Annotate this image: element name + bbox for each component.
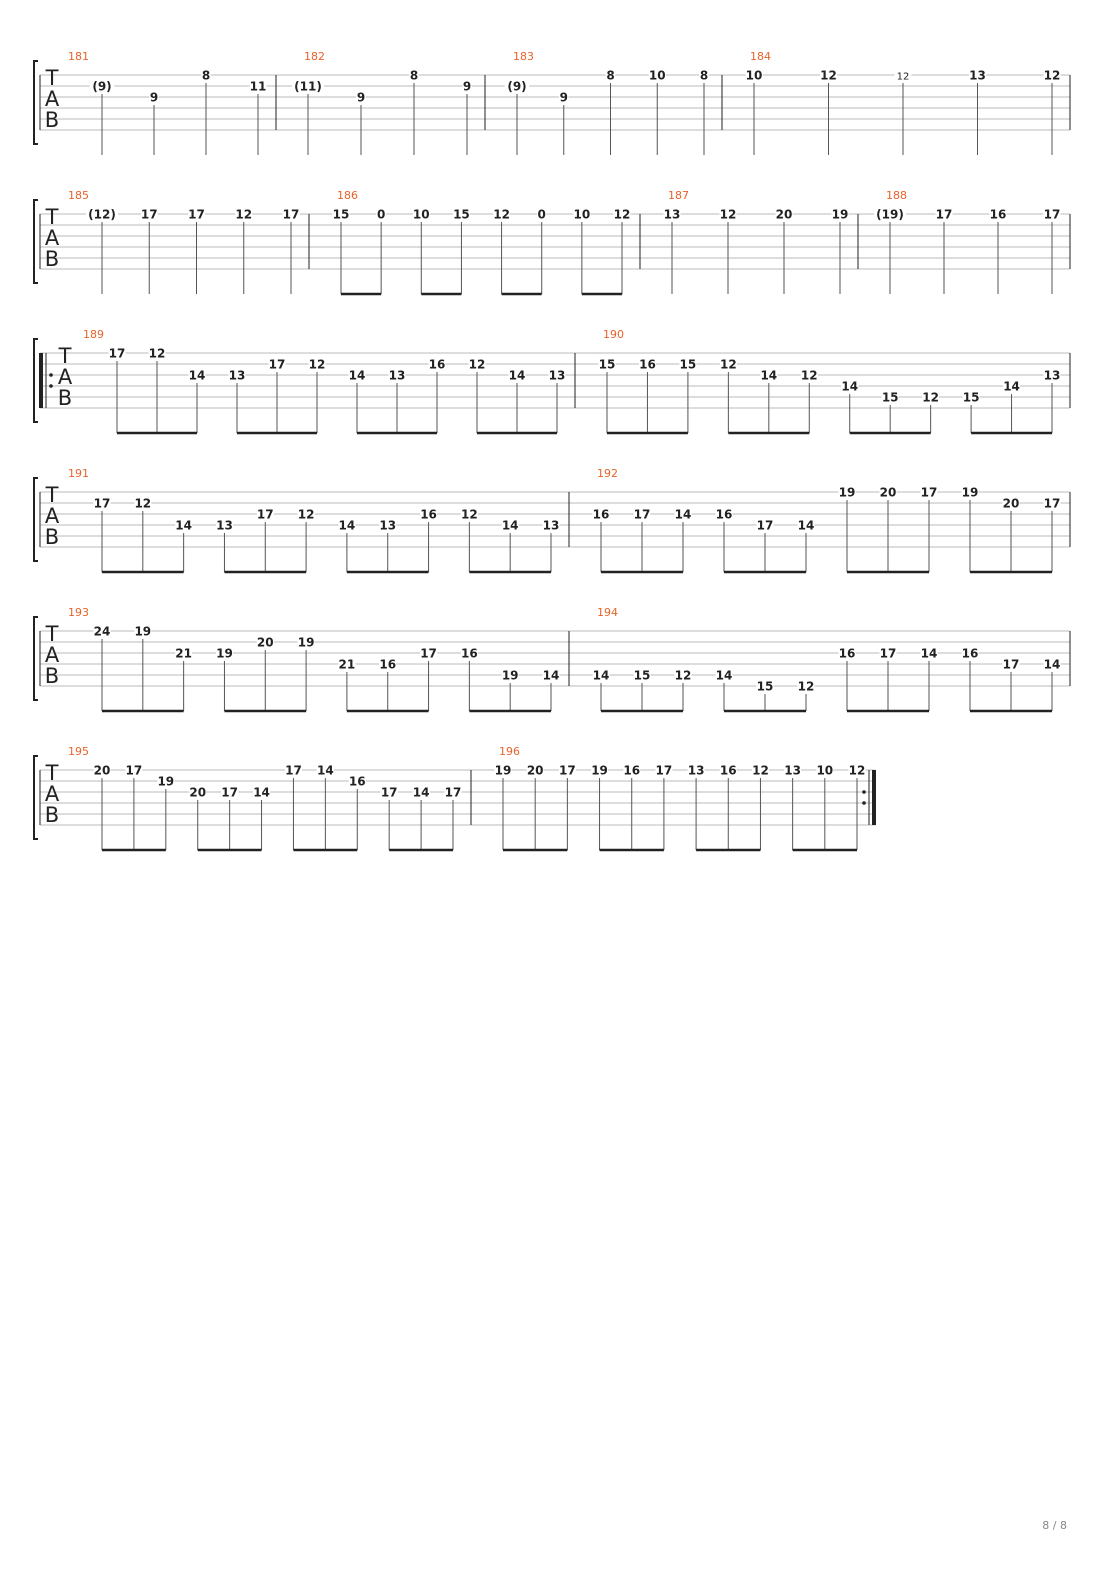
fret-number: 17 [1043,496,1061,511]
tab-letter: A [57,365,73,389]
fret-number: (9) [507,79,527,94]
fret-number: 19 [134,624,152,639]
system-bracket [34,200,38,283]
fret-number: 14 [1043,657,1061,672]
fret-number: 19 [501,668,519,683]
tab-letter: T [45,622,59,646]
fret-number: 19 [591,763,608,778]
measure-number: 186 [337,189,358,202]
fret-number: 17 [920,485,938,500]
fret-number: 12 [800,368,818,383]
repeat-dot [862,801,866,805]
fret-number: 15 [598,357,616,372]
fret-number: 8 [201,68,211,83]
fret-number: 12 [820,68,837,83]
fret-number: 16 [719,763,737,778]
fret-number: 14 [920,646,938,661]
fret-number: 17 [140,207,158,222]
fret-number: 14 [412,785,430,800]
fret-number: 17 [879,646,897,661]
fret-number: 15 [332,207,350,222]
fret-number: 19 [831,207,849,222]
system-bracket [34,478,38,561]
fret-number: 12 [297,507,315,522]
fret-number: 17 [633,507,651,522]
fret-number: 12 [719,207,737,222]
fret-number: 16 [639,357,656,372]
tab-letter: A [44,643,60,667]
tab-letter: B [44,803,60,827]
fret-number: 17 [268,357,286,372]
fret-number: 20 [879,485,897,500]
fret-number: 12 [848,763,866,778]
fret-number: 9 [356,90,366,105]
fret-number: 8 [699,68,709,83]
fret-number: 12 [896,71,910,83]
fret-number: 13 [388,368,406,383]
fret-number: 21 [175,646,192,661]
fret-number: 16 [838,646,856,661]
fret-number: (11) [294,79,322,94]
fret-number: 15 [756,679,774,694]
measure-number: 184 [750,50,771,63]
fret-number: 14 [501,518,519,533]
tab-system [34,745,875,850]
measure-number: 187 [668,189,689,202]
measure-number: 194 [597,606,618,619]
measure-number: 195 [68,745,89,758]
fret-number: 14 [674,507,692,522]
measure-number: 192 [597,467,618,480]
fret-number: 13 [216,518,233,533]
measure-number: 185 [68,189,89,202]
fret-number: 19 [961,485,979,500]
fret-number: 24 [93,624,111,639]
tab-letter: A [44,504,60,528]
repeat-dot [862,790,866,794]
repeat-dot [49,373,53,377]
fret-number: 14 [338,518,356,533]
fret-number: 20 [526,763,544,778]
fret-number: (12) [88,207,116,222]
tab-letter: A [44,226,60,250]
system-bracket [34,339,38,422]
fret-number: 17 [444,785,462,800]
fret-number: 17 [1002,657,1020,672]
fret-number: 8 [606,68,615,83]
fret-number: 19 [494,763,512,778]
fret-number: 16 [989,207,1007,222]
fret-number: 9 [462,79,472,94]
fret-number: 12 [134,496,152,511]
fret-number: 17 [108,346,126,361]
fret-number: 14 [188,368,206,383]
fret-number: 14 [317,763,334,778]
measure-number: 190 [603,328,624,341]
measure-number: 181 [68,50,89,63]
tab-letter: B [44,247,60,271]
fret-number: 12 [922,390,939,405]
measure-number: 183 [513,50,534,63]
fret-number: 15 [633,668,651,683]
fret-number: 17 [756,518,774,533]
measure-number: 182 [304,50,325,63]
fret-number: 17 [285,763,302,778]
measure-number: 189 [83,328,104,341]
fret-number: 17 [559,763,576,778]
fret-number: 14 [841,379,859,394]
fret-number: 14 [508,368,526,383]
system-bracket [34,617,38,700]
measure-number: 191 [68,467,89,480]
fret-number: 20 [93,763,111,778]
tab-letter: T [45,205,59,229]
measure-number: 188 [886,189,907,202]
fret-number: 15 [962,390,980,405]
fret-number: (9) [92,79,112,94]
fret-number: 9 [559,90,568,105]
fret-number: 12 [1043,68,1061,83]
fret-number: 12 [493,207,510,222]
fret-number: 17 [935,207,953,222]
fret-number: 14 [348,368,366,383]
fret-number: 10 [573,207,591,222]
fret-number: 19 [216,646,233,661]
fret-number: 20 [256,635,274,650]
fret-number: 19 [297,635,315,650]
fret-number: 10 [648,68,666,83]
fret-number: 12 [461,507,478,522]
fret-number: 16 [461,646,478,661]
fret-number: 9 [149,90,159,105]
fret-number: 14 [760,368,778,383]
tab-letter: T [45,66,59,90]
measure-number: 193 [68,606,89,619]
repeat-dot [49,384,53,388]
fret-number: 10 [412,207,430,222]
fret-number: 20 [189,785,207,800]
fret-number: 13 [969,68,986,83]
fret-number: 10 [745,68,763,83]
fret-number: 15 [881,390,899,405]
tab-letter: B [57,386,73,410]
fret-number: 12 [308,357,326,372]
fret-number: 13 [1043,368,1061,383]
fret-number: 10 [816,763,834,778]
fret-number: 8 [409,68,419,83]
fret-number: 11 [249,79,267,94]
tab-system [34,467,1070,572]
system-bracket [34,756,38,839]
fret-number: 12 [235,207,253,222]
fret-number: 14 [715,668,733,683]
fret-number: 14 [1003,379,1020,394]
fret-number: (19) [876,207,904,222]
fret-number: 12 [613,207,631,222]
fret-number: 13 [228,368,246,383]
fret-number: 14 [592,668,610,683]
fret-number: 16 [592,507,610,522]
fret-number: 13 [687,763,705,778]
fret-number: 17 [93,496,111,511]
fret-number: 15 [453,207,470,222]
tab-letter: B [44,525,60,549]
fret-number: 12 [468,357,486,372]
fret-number: 20 [1002,496,1020,511]
fret-number: 12 [797,679,815,694]
fret-number: 20 [775,207,793,222]
fret-number: 17 [221,785,238,800]
fret-number: 12 [752,763,769,778]
fret-number: 0 [537,207,546,222]
tab-system [34,328,1070,433]
tab-system [34,50,1070,155]
fret-number: 14 [253,785,270,800]
tab-letter: T [45,483,59,507]
fret-number: 17 [282,207,300,222]
fret-number: 17 [256,507,274,522]
fret-number: 17 [125,763,143,778]
measure-number: 196 [499,745,520,758]
tab-letter: B [44,108,60,132]
tab-system [34,189,1070,294]
tab-letter: T [45,761,59,785]
system-bracket [34,61,38,144]
fret-number: 15 [679,357,697,372]
fret-number: 13 [542,518,560,533]
tab-letter: B [44,664,60,688]
fret-number: 13 [784,763,801,778]
fret-number: 13 [379,518,397,533]
fret-number: 16 [623,763,641,778]
fret-number: 12 [674,668,692,683]
fret-number: 16 [428,357,446,372]
tab-letter: T [58,344,72,368]
page-number: 8 / 8 [1042,1519,1067,1532]
fret-number: 17 [1043,207,1061,222]
fret-number: 17 [380,785,398,800]
fret-number: 12 [720,357,737,372]
tab-letter: A [44,87,60,111]
fret-number: 16 [961,646,979,661]
tab-system [34,606,1070,711]
fret-number: 17 [420,646,437,661]
fret-number: 16 [379,657,397,672]
fret-number: 14 [542,668,560,683]
fret-number: 16 [715,507,733,522]
fret-number: 14 [797,518,815,533]
fret-number: 16 [420,507,437,522]
fret-number: 19 [838,485,856,500]
fret-number: 17 [655,763,673,778]
fret-number: 19 [157,774,175,789]
fret-number: 0 [376,207,386,222]
tab-letter: A [44,782,60,806]
fret-number: 14 [175,518,192,533]
fret-number: 13 [548,368,566,383]
fret-number: 17 [188,207,205,222]
fret-number: 21 [338,657,356,672]
fret-number: 16 [348,774,366,789]
fret-number: 13 [663,207,681,222]
fret-number: 12 [148,346,166,361]
